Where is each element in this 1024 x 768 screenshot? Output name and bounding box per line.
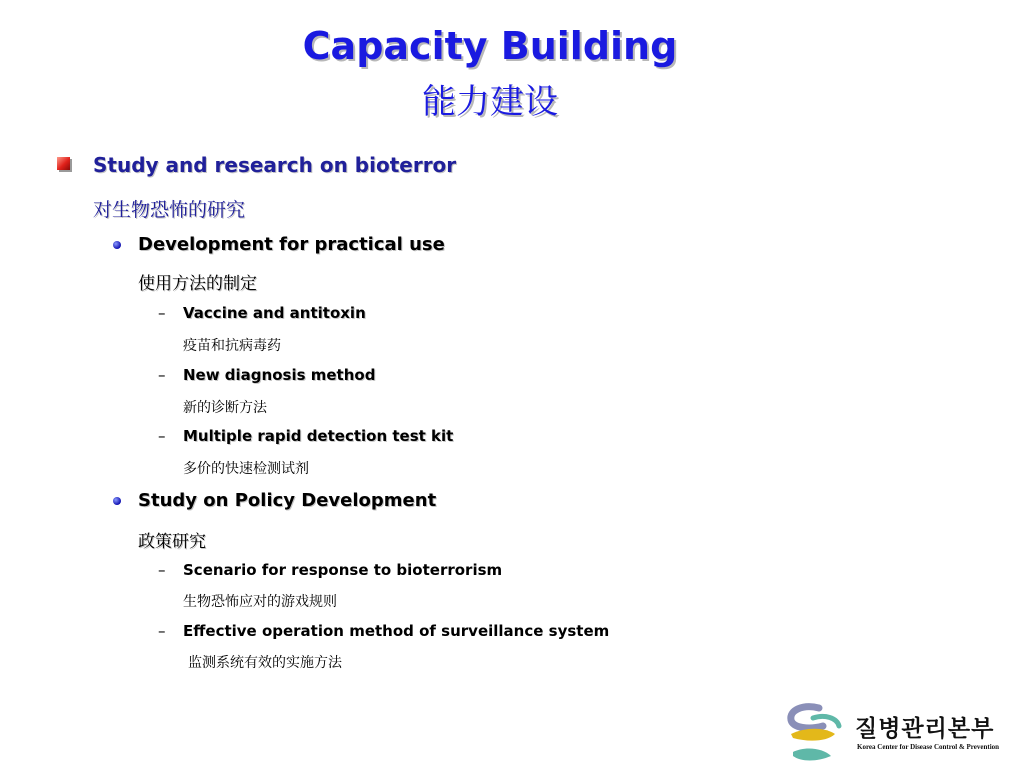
dash-bullet-icon: –: [158, 427, 166, 445]
subbullet-scenario: Scenario for response to bioterrorism: [183, 561, 503, 579]
square-bullet-icon: [57, 157, 70, 170]
subbullet-scenario-zh: 生物恐怖应对的游戏规则: [183, 594, 337, 610]
bullet-study-research-zh: 对生物恐怖的研究: [93, 199, 246, 221]
slide-title: Capacity Building: [302, 24, 678, 68]
subbullet-vaccine-zh: 疫苗和抗病毒药: [183, 338, 281, 354]
slide-subtitle: 能力建设: [422, 82, 558, 122]
bullet-study-research: Study and research on bioterror: [93, 153, 457, 177]
dash-bullet-icon: –: [158, 561, 166, 579]
subbullet-test-kit-zh: 多价的快速检测试剂: [183, 461, 309, 477]
logo-english-name: Korea Center for Disease Control & Prevention: [857, 743, 1000, 751]
dash-bullet-icon: –: [158, 622, 166, 640]
bullet-policy: Study on Policy Development: [138, 490, 437, 511]
logo-korean-name: 질병관리본부: [855, 716, 995, 742]
subbullet-test-kit: Multiple rapid detection test kit: [183, 427, 454, 445]
subbullet-diagnosis-zh: 新的诊断方法: [183, 400, 267, 416]
subbullet-surveillance: Effective operation method of surveillance system: [183, 622, 610, 640]
bullet-development: Development for practical use: [138, 234, 445, 255]
subbullet-surveillance-zh: 监测系统有效的实施方法: [188, 655, 342, 671]
round-bullet-icon: [113, 241, 121, 249]
bullet-policy-zh: 政策研究: [138, 532, 206, 552]
round-bullet-icon: [113, 497, 121, 505]
subbullet-vaccine: Vaccine and antitoxin: [183, 304, 366, 322]
bullet-development-zh: 使用方法的制定: [138, 274, 257, 294]
subbullet-diagnosis: New diagnosis method: [183, 366, 376, 384]
dash-bullet-icon: –: [158, 366, 166, 384]
dash-bullet-icon: –: [158, 304, 166, 322]
